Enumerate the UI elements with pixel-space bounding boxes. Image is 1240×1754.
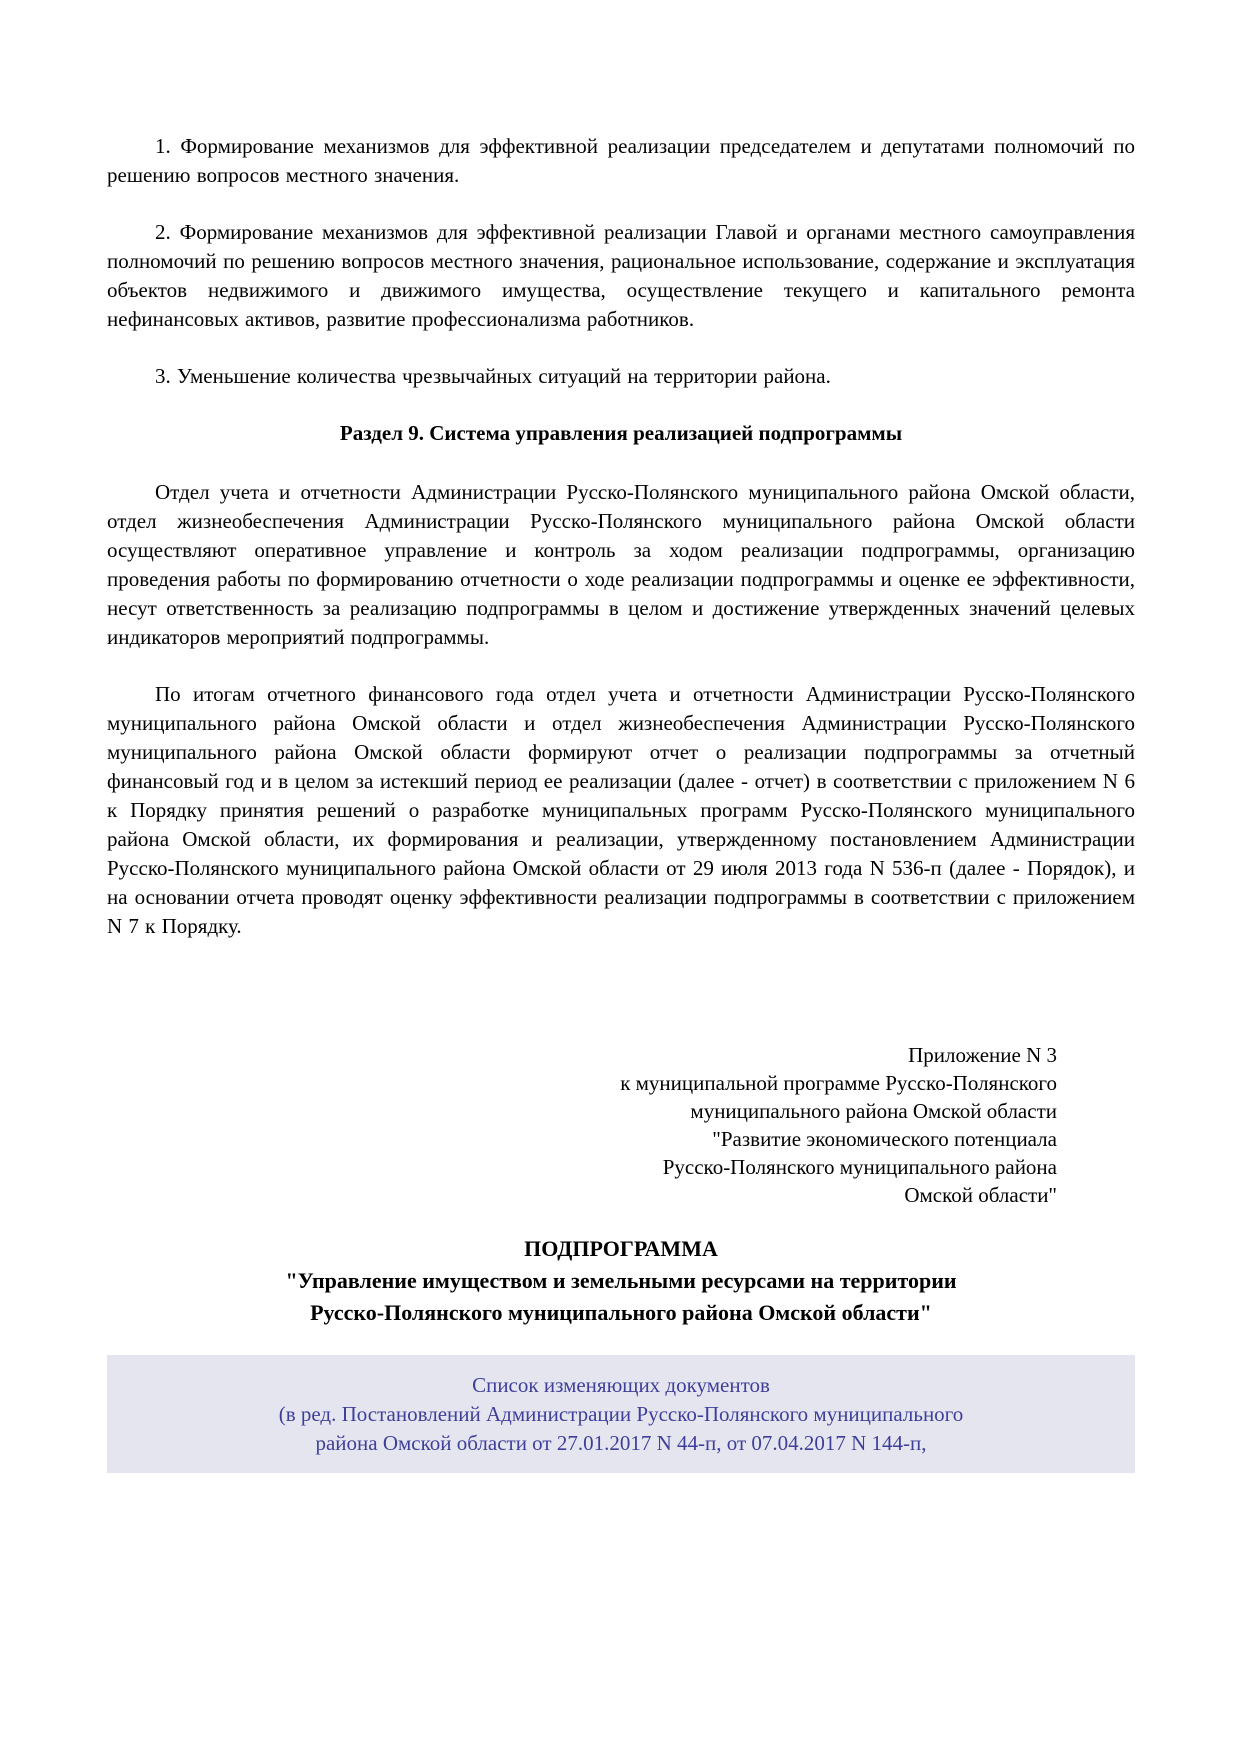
- amendments-box: [107, 1355, 1135, 1473]
- subprogram-subtitle-line-2: Русско-Полянского муниципального района Омской области": [310, 1300, 932, 1325]
- annex-line-1: Приложение N 3: [908, 1043, 1057, 1067]
- paragraph-task-2: 2. Формирование механизмов для эффективной реализации Главой и органами местного самоуправления полномочий по решению вопросов местного значения, рациональное использование, содержание и эксплуатация объектов недвижимого и движимого имущества, осуществление текущего и капитального ремонта нефинансовых активов, развитие профессионализма работников.: [107, 220, 1135, 331]
- paragraph-management-2: По итогам отчетного финансового года отдел учета и отчетности Администрации Русско-Полянского муниципального района Омской области и отдел жизнеобеспечения Администрации Русско-Полянского муниципального района Омской области формируют отчет о реализации подпрограммы за отчетный финансовый год и в целом за истекший период ее реализации (далее - отчет) в соответствии с приложением N 6 к Порядку принятия решений о разработке муниципальных программ Русско-Полянского муниципального района Омской области, их формирования и реализации, утвержденному постановлением Администрации Русско-Полянского муниципального района Омской области от 29 июля 2013 года N 536-п (далее - Порядок), и на основании отчета проводят оценку эффективности реализации подпрограммы в соответствии с приложением N 7 к Порядку.: [107, 682, 1135, 938]
- paragraph-management-1: Отдел учета и отчетности Администрации Русско-Полянского муниципального района Омской области, отдел жизнеобеспечения Администрации Русско-Полянского муниципального района Омской области осуществляют оперативное управление и контроль за ходом реализации подпрограммы, организацию проведения работы по формированию отчетности о ходе реализации подпрограммы и оценке ее эффективности, несут ответственность за реализацию подпрограммы в целом и достижение утвержденных значений целевых индикаторов мероприятий подпрограммы.: [107, 480, 1135, 649]
- annex-line-2: к муниципальной программе Русско-Полянского: [620, 1071, 1057, 1095]
- annex-line-5: Русско-Полянского муниципального района: [662, 1155, 1057, 1179]
- annex-reference-block: [107, 1041, 1135, 1209]
- subprogram-subtitle-line-1: "Управление имуществом и земельными ресурсами на территории: [285, 1268, 957, 1293]
- subprogram-title: ПОДПРОГРАММА: [524, 1236, 718, 1261]
- section-9-heading: Раздел 9. Система управления реализацией подпрограммы: [339, 421, 903, 445]
- annex-line-6: Омской области": [904, 1183, 1057, 1207]
- amendments-line-3: района Омской области от 27.01.2017 N 44-п, от 07.04.2017 N 144-п,: [315, 1431, 927, 1455]
- amendments-line-2: (в ред. Постановлений Администрации Русско-Полянского муниципального: [278, 1402, 964, 1426]
- paragraph-task-1: 1. Формирование механизмов для эффективной реализации председателем и депутатами полномочий по решению вопросов местного значения.: [107, 134, 1135, 187]
- amendments-line-1: Список изменяющих документов: [472, 1373, 770, 1397]
- annex-line-4: "Развитие экономического потенциала: [712, 1127, 1057, 1151]
- annex-line-3: муниципального района Омской области: [690, 1099, 1057, 1123]
- subprogram-heading: [107, 1233, 1135, 1329]
- paragraph-task-3: 3. Уменьшение количества чрезвычайных ситуаций на территории района.: [155, 364, 831, 388]
